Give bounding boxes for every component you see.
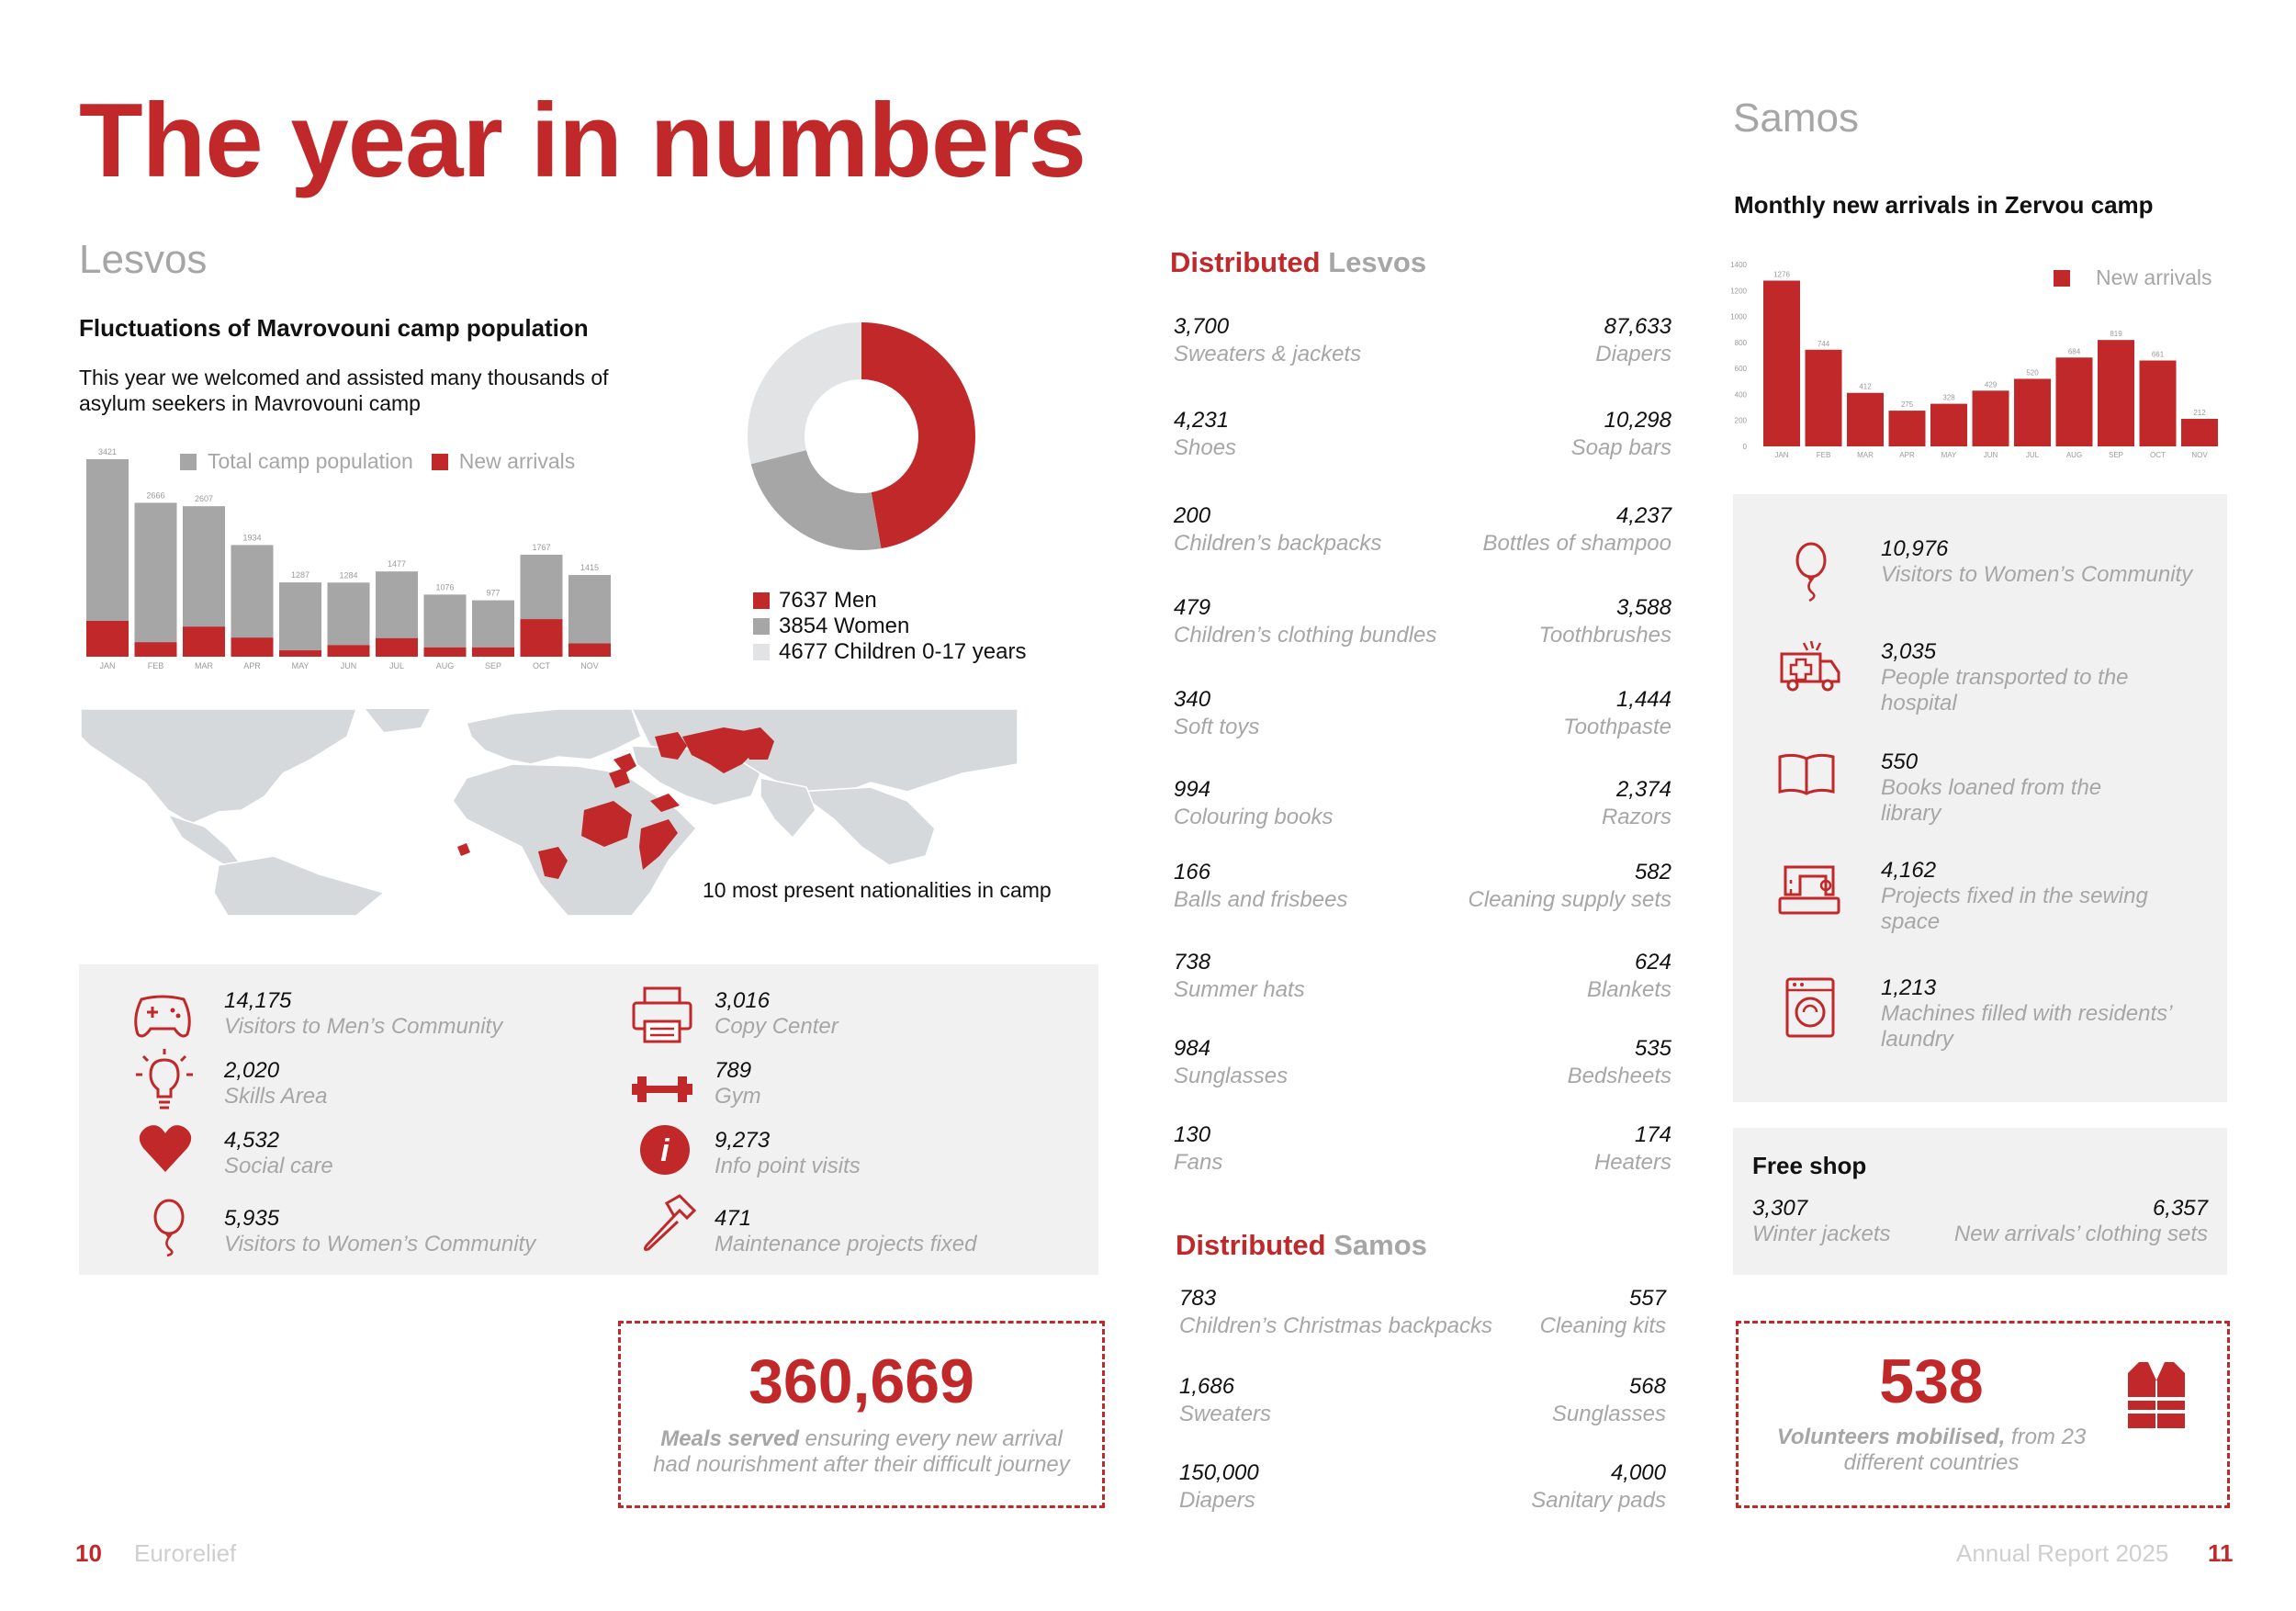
stat-label: Winter jackets	[1752, 1222, 1891, 1246]
item-number: 568	[1628, 1374, 1666, 1399]
footer-right-page-number: 11	[2208, 1539, 2234, 1567]
distributed-item	[1185, 595, 1671, 650]
y-tick-label: 200	[1734, 416, 1747, 425]
item-label: Balls and frisbees	[1174, 887, 1348, 912]
item-label: Sunglasses	[1551, 1402, 1666, 1426]
bar-new-jan	[86, 621, 129, 657]
donut-legend-women-label: 3854 Women	[779, 614, 910, 638]
item-label: Colouring books	[1174, 805, 1334, 829]
samos-chart-title: Monthly new arrivals in Zervou camp	[1734, 191, 2154, 219]
stat-label: Visitors to Women’s Community	[224, 1232, 536, 1256]
distributed-item	[1185, 860, 1671, 915]
footer-left-name: Eurorelief	[134, 1539, 237, 1567]
bar-arrivals-jul	[2014, 378, 2051, 446]
y-tick-label: 400	[1734, 390, 1747, 400]
item-number: 10,298	[1604, 408, 1671, 433]
balloon-icon	[1793, 542, 1829, 601]
samos-stat-laundry	[1881, 975, 2212, 1053]
bar-arrivals-jan	[1763, 281, 1800, 446]
item-number: 994	[1174, 777, 1211, 802]
item-label: Heaters	[1593, 1150, 1671, 1175]
distributed-item	[1185, 777, 1671, 832]
x-tick-label: MAY	[291, 661, 310, 670]
volunteers-caption-text: from 23 different countries	[1843, 1425, 2087, 1475]
stat-copy-center	[715, 988, 838, 1040]
x-tick-label: SEP	[484, 661, 502, 670]
stat-number: 471	[715, 1206, 752, 1231]
free-shop-title: Free shop	[1752, 1152, 1867, 1179]
title-grey: Samos	[1325, 1229, 1427, 1261]
stat-maintenance	[715, 1206, 977, 1257]
donut-legend-women	[753, 614, 1027, 639]
item-label: Sanitary pads	[1531, 1488, 1666, 1513]
volunteers-caption	[1757, 1425, 2106, 1476]
bar-arrivals-may	[1930, 404, 1967, 446]
distributed-item	[1185, 503, 1671, 558]
item-number: 87,633	[1604, 314, 1671, 339]
x-tick-label: MAY	[1941, 451, 1957, 459]
bar-value-label: 1287	[290, 570, 310, 580]
bar-new-feb	[135, 642, 177, 657]
y-tick-label: 0	[1742, 443, 1747, 451]
x-tick-label: MAR	[195, 661, 213, 670]
bar-value-label: 977	[486, 588, 501, 598]
legend-new-label: New arrivals	[2096, 265, 2212, 289]
donut-legend-children-label: 4677 Children 0-17 years	[779, 639, 1027, 664]
safety-vest-icon	[2124, 1358, 2189, 1432]
distributed-samos-title	[1176, 1229, 1427, 1262]
item-number: 4,000	[1610, 1460, 1666, 1485]
x-tick-label: NOV	[580, 661, 599, 670]
item-label: Toothbrushes	[1538, 623, 1671, 648]
bar-new-aug	[424, 648, 467, 657]
bar-arrivals-nov	[2181, 419, 2218, 446]
stat-label: Machines filled with residents’ laundry	[1881, 1001, 2172, 1052]
donut-legend	[753, 588, 1027, 665]
stat-number: 6,357	[2152, 1196, 2208, 1221]
stat-label: Info point visits	[715, 1154, 861, 1178]
item-label: Sweaters	[1179, 1402, 1272, 1426]
donut-slice-men	[861, 322, 975, 548]
donut-legend-men-label: 7637 Men	[779, 588, 877, 613]
bar-new-may	[279, 650, 321, 657]
svg-text:i: i	[660, 1133, 670, 1168]
item-label: Soap bars	[1570, 435, 1671, 460]
stat-womens-community	[224, 1206, 535, 1257]
bar-value-label: 684	[2067, 347, 2081, 356]
bar-value-label: 1477	[387, 559, 407, 569]
item-number: 1,444	[1615, 687, 1671, 712]
y-tick-label: 800	[1734, 338, 1747, 347]
volunteers-box	[1736, 1321, 2230, 1508]
bar-value-label: 1284	[339, 570, 358, 580]
printer-icon	[630, 985, 694, 1045]
balloon-icon	[151, 1199, 187, 1256]
stat-number: 10,976	[1881, 536, 1949, 561]
stat-number: 14,175	[224, 988, 292, 1013]
book-icon	[1776, 751, 1837, 797]
bar-value-label: 328	[1942, 393, 1955, 402]
stat-number: 4,162	[1881, 858, 1937, 883]
y-tick-label: 600	[1734, 365, 1747, 374]
legend-swatch-children	[753, 644, 770, 660]
x-tick-label: JAN	[99, 661, 116, 670]
y-tick-label: 1000	[1730, 312, 1747, 321]
stat-info-point	[715, 1128, 861, 1179]
bar-arrivals-oct	[2140, 361, 2177, 446]
hammer-icon	[639, 1194, 696, 1253]
stat-number: 9,273	[715, 1128, 771, 1153]
bar-value-label: 3421	[97, 446, 118, 456]
item-label: Fans	[1174, 1150, 1223, 1175]
item-label: Bottles of shampoo	[1482, 531, 1671, 556]
stat-mens-community	[224, 988, 502, 1040]
item-number: 3,700	[1174, 314, 1230, 339]
bar-new-oct	[521, 619, 563, 657]
samos-chart-legend	[2054, 265, 2212, 290]
item-number: 557	[1628, 1286, 1666, 1311]
item-number: 4,237	[1615, 503, 1671, 528]
info-icon	[639, 1124, 691, 1176]
samos-stat-sewing	[1881, 858, 2193, 935]
item-number: 340	[1174, 687, 1211, 712]
distributed-lesvos-title	[1170, 246, 1426, 279]
distributed-item	[1185, 1036, 1671, 1091]
item-label: Bedsheets	[1567, 1064, 1671, 1088]
bar-value-label: 275	[1900, 400, 1914, 410]
stat-number: 3,016	[715, 988, 771, 1013]
distributed-item	[1185, 1122, 1671, 1177]
page-title: The year in numbers	[79, 83, 1086, 199]
item-label: Cleaning supply sets	[1468, 887, 1671, 912]
item-label: Children’s clothing bundles	[1174, 623, 1437, 648]
bar-value-label: 1276	[1773, 270, 1790, 279]
stat-number: 4,532	[224, 1128, 280, 1153]
item-label: Sweaters & jackets	[1174, 342, 1362, 366]
item-label: Toothpaste	[1563, 715, 1671, 739]
bar-arrivals-feb	[1806, 350, 1842, 446]
bar-arrivals-mar	[1847, 393, 1884, 446]
item-label: Blankets	[1586, 977, 1671, 1002]
bar-new-jul	[376, 638, 418, 657]
stat-label: Gym	[715, 1084, 761, 1109]
item-number: 174	[1634, 1122, 1671, 1147]
stat-number: 550	[1881, 749, 1919, 774]
stat-number: 3,307	[1752, 1196, 1808, 1221]
free-shop-winter-jackets	[1752, 1196, 1891, 1247]
legend-swatch-men	[753, 592, 770, 609]
x-tick-label: APR	[243, 661, 261, 670]
item-number: 2,374	[1615, 777, 1671, 802]
legend-swatch-women	[753, 618, 770, 635]
demographics-donut-chart	[742, 317, 981, 556]
distributed-item	[1185, 314, 1671, 369]
item-label: Shoes	[1174, 435, 1237, 460]
title-grey: Lesvos	[1320, 246, 1427, 278]
distributed-item	[1179, 1286, 1666, 1341]
stat-number: 789	[715, 1058, 752, 1083]
stat-skills-area	[224, 1058, 327, 1110]
legend-new-label: New arrivals	[458, 449, 576, 473]
x-tick-label: JUL	[388, 661, 405, 670]
bar-value-label: 1415	[580, 563, 600, 573]
item-number: 535	[1634, 1036, 1671, 1061]
item-number: 200	[1174, 503, 1211, 528]
x-tick-label: SEP	[2108, 451, 2124, 459]
item-number: 783	[1179, 1286, 1217, 1311]
item-number: 624	[1634, 950, 1671, 974]
bar-new-jun	[328, 645, 370, 657]
volunteers-caption-bold: Volunteers mobilised,	[1776, 1425, 2006, 1449]
y-tick-label: 1200	[1730, 287, 1747, 296]
donut-slice-children	[748, 322, 861, 464]
x-tick-label: JAN	[1774, 451, 1789, 459]
bar-new-sep	[472, 648, 514, 657]
item-label: Cleaning kits	[1539, 1313, 1666, 1338]
bar-value-label: 1934	[242, 533, 262, 543]
stat-label: New arrivals’ clothing sets	[1953, 1222, 2208, 1246]
distributed-item	[1185, 408, 1671, 463]
bar-value-label: 520	[2026, 368, 2039, 377]
item-number: 582	[1634, 860, 1671, 884]
stat-label: Copy Center	[715, 1014, 838, 1039]
distributed-item	[1179, 1374, 1666, 1429]
donut-legend-children	[753, 639, 1027, 665]
item-label: Soft toys	[1174, 715, 1260, 739]
x-tick-label: FEB	[1816, 451, 1831, 459]
stat-label: Social care	[224, 1154, 333, 1178]
item-number: 166	[1174, 860, 1211, 884]
stat-label: People transported to the hospital	[1881, 665, 2129, 715]
stat-label: Visitors to Men’s Community	[224, 1014, 503, 1039]
stat-number: 3,035	[1881, 639, 1937, 664]
meals-served-caption	[621, 1417, 1102, 1478]
donut-legend-men	[753, 588, 1027, 614]
bar-value-label: 661	[2151, 350, 2165, 359]
x-tick-label: MAR	[1857, 451, 1874, 459]
bar-value-label: 819	[2110, 330, 2122, 339]
item-number: 150,000	[1179, 1460, 1259, 1485]
item-label: Razors	[1601, 805, 1671, 829]
lesvos-intro: This year we welcomed and assisted many thousands of asylum seekers in Mavrovouni camp	[79, 366, 609, 415]
stat-label: Projects fixed in the sewing space	[1881, 884, 2148, 934]
item-number: 4,231	[1174, 408, 1230, 433]
stat-label: Books loaned from the library	[1881, 775, 2102, 826]
samos-stat-hospital	[1881, 639, 2193, 716]
x-tick-label: JUN	[340, 661, 357, 670]
item-number: 479	[1174, 595, 1211, 620]
sewing-machine-icon	[1778, 862, 1840, 918]
meals-caption-text: ensuring every new arrival had nourishment after their difficult journey	[653, 1426, 1070, 1477]
title-red: Distributed	[1176, 1229, 1326, 1261]
map-caption: 10 most present nationalities in camp	[703, 878, 1052, 902]
stat-number: 5,935	[224, 1206, 280, 1231]
item-label: Children’s backpacks	[1174, 531, 1382, 556]
bar-arrivals-sep	[2098, 340, 2134, 446]
item-number: 130	[1174, 1122, 1211, 1147]
item-label: Diapers	[1179, 1488, 1255, 1513]
stat-social-care	[224, 1128, 333, 1179]
stat-label: Skills Area	[224, 1084, 328, 1109]
samos-stat-library	[1881, 749, 2110, 827]
meals-served-box	[618, 1321, 1105, 1508]
item-number: 738	[1174, 950, 1211, 974]
legend-total-label: Total camp population	[208, 449, 413, 473]
stat-label: Maintenance projects fixed	[715, 1232, 977, 1256]
section-lesvos: Lesvos	[79, 237, 208, 282]
bar-value-label: 1767	[532, 542, 551, 552]
item-label: Diapers	[1595, 342, 1671, 366]
x-tick-label: OCT	[2150, 451, 2166, 459]
washing-machine-icon	[1785, 977, 1835, 1038]
footer-right-name: Annual Report 2025	[1956, 1539, 2169, 1567]
stat-label: Visitors to Women’s Community	[1881, 562, 2193, 587]
gamepad-icon	[130, 990, 195, 1043]
bar-arrivals-apr	[1889, 411, 1926, 446]
bar-new-mar	[183, 626, 225, 657]
dumbbell-icon	[630, 1073, 694, 1106]
bar-new-nov	[568, 644, 611, 657]
footer-left-page-number: 10	[75, 1539, 102, 1567]
stat-number: 1,213	[1881, 975, 1937, 1000]
item-label: Summer hats	[1174, 977, 1305, 1002]
item-number: 1,686	[1179, 1374, 1235, 1399]
bar-value-label: 212	[2193, 409, 2206, 418]
x-tick-label: JUN	[1983, 451, 1998, 459]
x-tick-label: FEB	[147, 661, 164, 670]
bar-total-feb	[135, 502, 177, 657]
bar-arrivals-jun	[1973, 390, 2009, 446]
lesvos-population-chart	[79, 432, 621, 680]
y-tick-label: 1400	[1730, 261, 1747, 269]
ambulance-icon	[1778, 636, 1842, 694]
item-label: Sunglasses	[1174, 1064, 1289, 1088]
bar-value-label: 1076	[435, 582, 455, 592]
x-tick-label: APR	[1899, 451, 1915, 459]
bar-arrivals-aug	[2056, 357, 2093, 446]
bar-value-label: 2607	[194, 494, 214, 504]
free-shop-clothing-sets	[1929, 1196, 2208, 1247]
meals-served-number: 360,669	[748, 1346, 974, 1416]
section-samos: Samos	[1733, 96, 1859, 141]
stat-number: 2,020	[224, 1058, 280, 1083]
x-tick-label: NOV	[2191, 451, 2208, 459]
donut-slice-women	[751, 450, 882, 550]
item-number: 984	[1174, 1036, 1211, 1061]
distributed-item	[1185, 687, 1671, 742]
x-tick-label: AUG	[2065, 451, 2083, 459]
distributed-item	[1185, 950, 1671, 1005]
meals-caption-bold: Meals served	[660, 1426, 799, 1451]
volunteers-number: 538	[1879, 1346, 1984, 1416]
bar-value-label: 744	[1817, 339, 1830, 348]
item-number: 3,588	[1615, 595, 1671, 620]
title-red: Distributed	[1170, 246, 1321, 278]
heart-icon	[138, 1122, 193, 1174]
x-tick-label: AUG	[435, 661, 455, 670]
bar-value-label: 412	[1859, 382, 1872, 391]
lesvos-chart-title: Fluctuations of Mavrovouni camp population	[79, 314, 589, 342]
bar-value-label: 429	[1984, 380, 1998, 389]
samos-stat-womens-community	[1881, 536, 2193, 588]
bar-new-apr	[231, 637, 274, 657]
distributed-item	[1179, 1460, 1666, 1515]
item-label: Children’s Christmas backpacks	[1179, 1313, 1493, 1338]
x-tick-label: JUL	[2025, 451, 2040, 459]
bar-total-may	[279, 582, 321, 657]
bar-value-label: 2666	[146, 490, 165, 501]
stat-gym	[715, 1058, 761, 1110]
bar-total-aug	[424, 594, 467, 657]
x-tick-label: OCT	[533, 661, 550, 670]
lightbulb-icon	[134, 1047, 195, 1111]
